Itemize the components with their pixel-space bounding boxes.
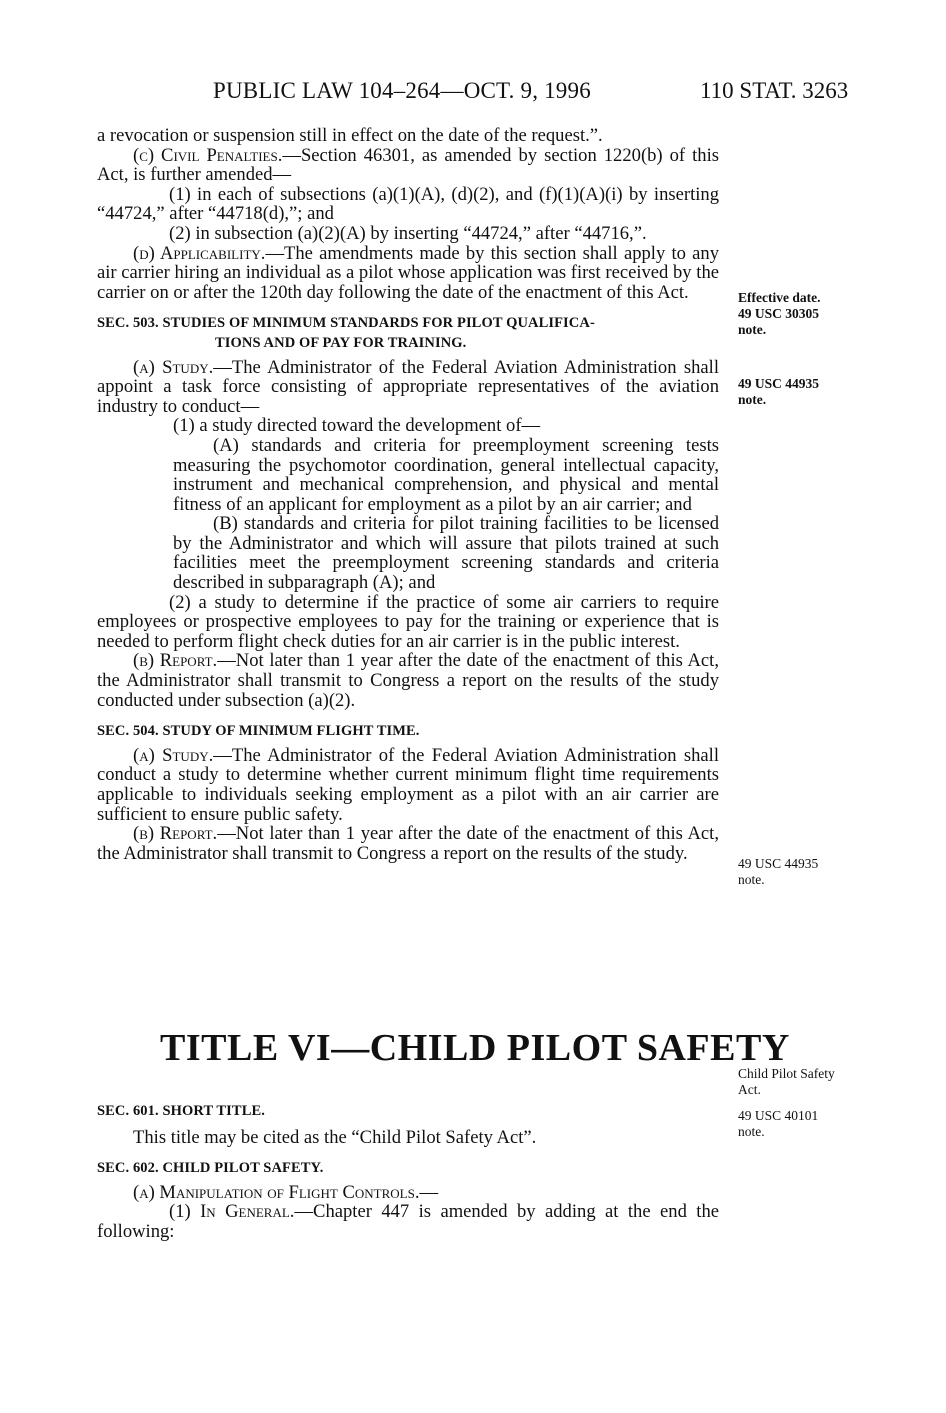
title-vi-text-column [97,1102,719,1242]
section-601-heading: SEC. 601. SHORT TITLE. [97,1103,265,1119]
section-602-heading: SEC. 602. CHILD PILOT SAFETY. [97,1160,324,1177]
subsection-d-heading: (d) Applicability. [133,242,266,264]
section-602-a1 [97,1202,719,1241]
section-602-a-heading: (a) Manipulation of Flight Controls. [133,1181,420,1203]
section-503-aA: (A) standards and criteria for preemployment screening tests measuring the psychomotor coordination, general intellectual capacity, instrument and mechanical comprehension, and physical and mental fitness of an applicant for employment as a pilot by an air carrier; and [173,434,719,515]
section-503-heading-line2: TIONS AND OF PAY FOR TRAINING. [215,334,467,351]
title-vi-heading: TITLE VI—CHILD PILOT SAFETY [160,1027,790,1069]
margin-note-4-line1: Child Pilot Safety [738,1066,835,1081]
section-504-heading: SEC. 504. STUDY OF MINIMUM FLIGHT TIME. [97,723,420,740]
section-503-a1: (1) a study directed toward the development of— [173,415,541,437]
section-503-a-heading: (a) Study. [133,356,214,378]
margin-note-child-pilot-safety [738,1066,878,1140]
margin-note-4-line3: 49 USC 40101 [738,1108,819,1123]
subsection-c [97,146,719,185]
margin-note-effective-date [738,290,878,338]
margin-note-1-line2: 49 USC 30305 [738,306,820,321]
margin-note-1-line3: note. [738,322,767,337]
section-504-subsection-b [97,824,719,863]
section-504-a-heading: (a) Study. [133,744,214,766]
paragraph-c1: (1) in each of subsections (a)(1)(A), (d)(2), and (f)(1)(A)(i) by inserting “44724,” after “44718(d),”; and [97,183,719,225]
section-503-heading [97,314,719,353]
margin-note-4-line2: Act. [738,1082,761,1097]
paragraph-continuation: a revocation or suspension still in effect on the date of the request.”. [97,125,603,146]
section-503-b-heading: (b) Report. [133,650,218,672]
section-503-aB: (B) standards and criteria for pilot training facilities to be licensed by the Administrator and which will assure that pilots trained at such facilities meet the preemployment screening standards and criteria described in subparagraph (A); and [173,513,719,594]
section-503-heading-line1: SEC. 503. STUDIES OF MINIMUM STANDARDS FOR PILOT QUALIFICA- [97,315,595,332]
paragraph-c2: (2) in subsection (a)(2)(A) by inserting “44724,” after “44716,”. [169,222,647,244]
section-504-b-heading: (b) Report. [133,823,218,845]
section-503-b-text: —Not later than 1 year after the date of the enactment of this Act, the Administrator shall transmit to Congress a report on the results of the study conducted under subsection (a)(2). [97,650,719,711]
section-503-a2: (2) a study to determine if the practice of some air carriers to require employees or prospective employees to pay for the training or experience that is needed to perform flight check duties for an air carrier is in the public interest. [97,591,719,652]
margin-note-3-line2: note. [738,872,765,887]
section-503-subsection-a [97,358,719,417]
section-504-a-text: —The Administrator of the Federal Aviation Administration shall conduct a study to determine whether current minimum flight time requirements applicable to individuals seeking employment as a pilot with an air carrier are sufficient to ensure public safety. [97,744,719,825]
margin-note-3-line1: 49 USC 44935 [738,856,819,871]
section-504-subsection-a [97,746,719,824]
margin-note-2-line2: note. [738,392,767,407]
margin-note-section-503 [738,376,878,408]
running-header-left: PUBLIC LAW 104–264—OCT. 9, 1996 [213,78,591,103]
main-text-column [97,126,719,863]
subsection-d [97,244,719,303]
running-header-page-number: 110 STAT. 3263 [700,78,849,103]
section-503-a-text: —The Administrator of the Federal Aviation Administration shall appoint a task force consisting of appropriate representatives of the aviation industry to conduct— [97,356,719,417]
section-602-a1-heading: (1) In General. [169,1201,295,1223]
section-602-a-dash: — [419,1181,439,1203]
section-503-subsection-b [97,651,719,710]
margin-note-2-line1: 49 USC 44935 [738,376,820,391]
section-602-subsection-a [97,1183,719,1203]
margin-note-4-line4: note. [738,1124,765,1139]
subsection-c-heading: (c) Civil Penalties. [133,144,283,166]
section-601-text: This title may be cited as the “Child Pilot Safety Act”. [133,1126,537,1148]
subsection-d-text: —The amendments made by this section shall apply to any air carrier hiring an individual as a pilot whose application was first received by the carrier on or after the 120th day following the date of the enactment of this Act. [97,242,719,303]
margin-note-1-line1: Effective date. [738,290,821,305]
section-602-a1-text: —Chapter 447 is amended by adding at the end the following: [97,1201,719,1242]
subsection-c-text: —Section 46301, as amended by section 1220(b) of this Act, is further amended— [97,144,719,186]
margin-note-section-504 [738,856,878,888]
section-504-b-text: —Not later than 1 year after the date of the enactment of this Act, the Administrator shall transmit to Congress a report on the results of the study. [97,823,719,864]
